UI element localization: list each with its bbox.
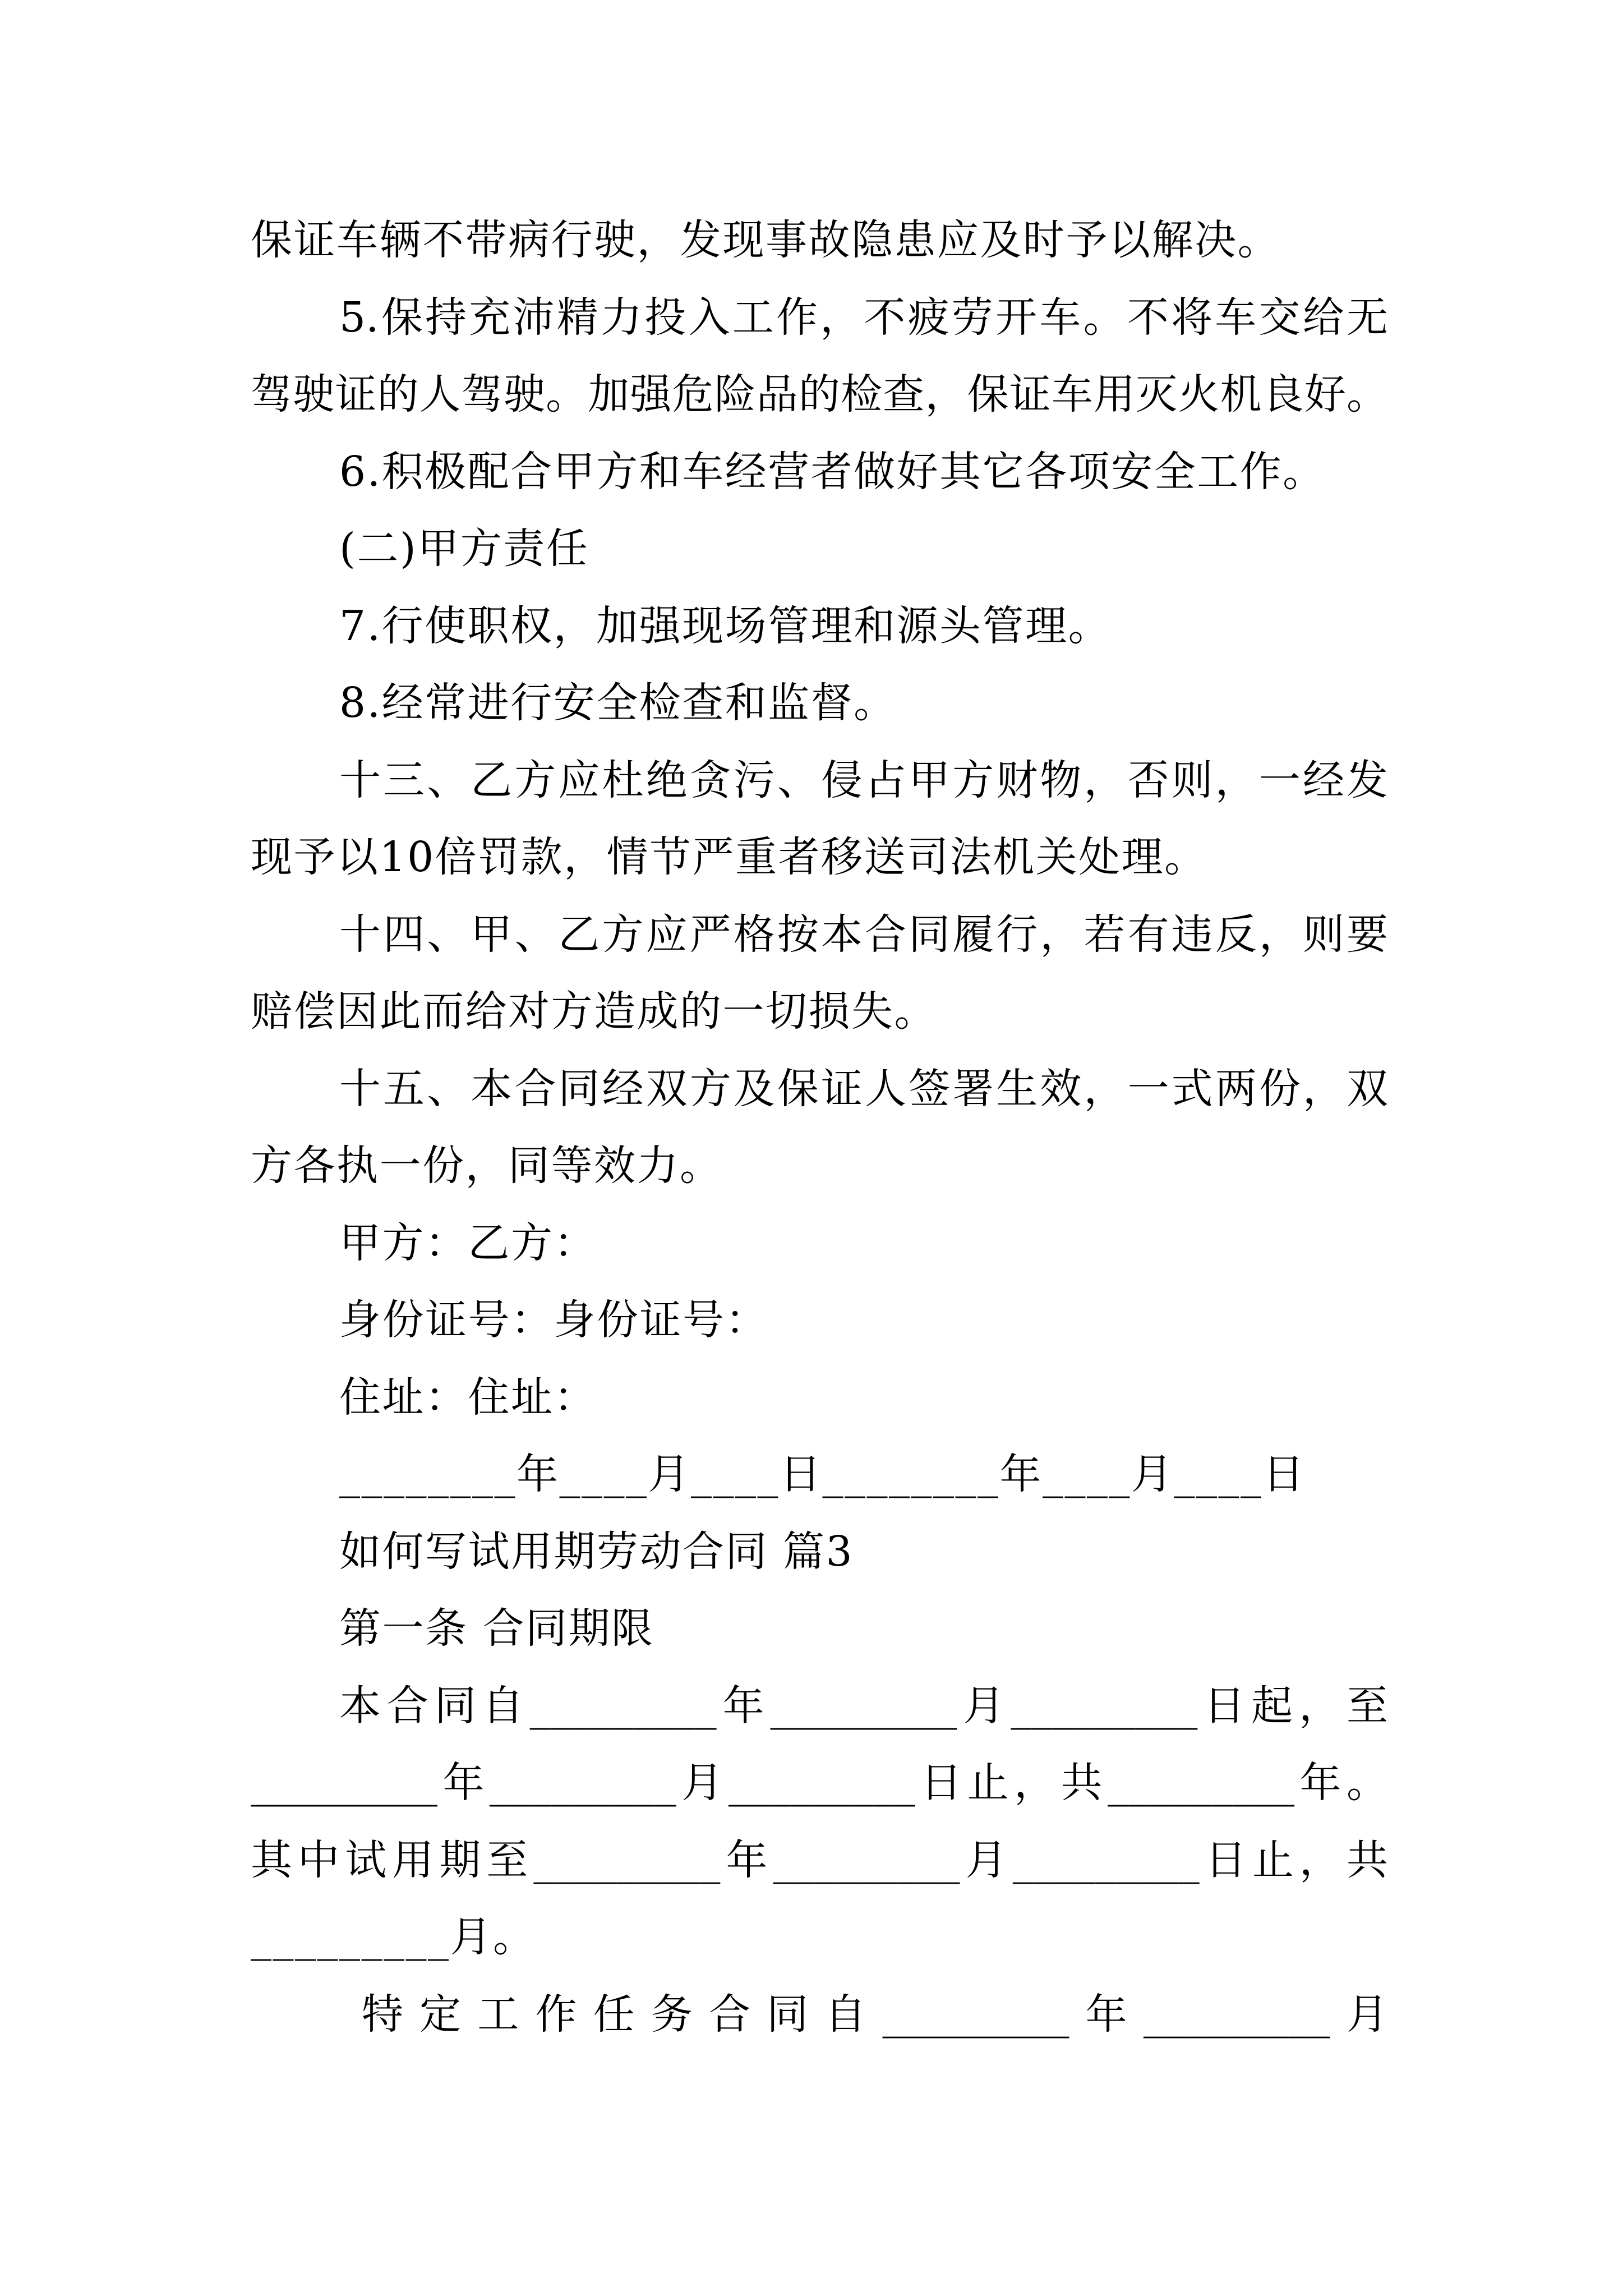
article-1-heading: 第一条 合同期限 <box>339 1604 654 1653</box>
list-item-5: 5.保持充沛精力投入工作，不疲劳开车。不将车交给无 <box>339 293 1388 342</box>
document-page <box>251 202 1388 2053</box>
contract-term-line: 本合同自_________年_________月_________日起，至 <box>339 1681 1388 1730</box>
list-item-5-continued: 驾驶证的人驾驶。加强危险品的检查，保证车用灭火机良好。 <box>251 370 1388 418</box>
signature-address-label: 住址：住址： <box>339 1373 597 1421</box>
vehicle-safety-line: 保证车辆不带病行驶，发现事故隐患应及时予以解决。 <box>251 216 1280 264</box>
probation-period-line-continued: _________月。 <box>251 1913 536 1961</box>
signature-id-number-label: 身份证号：身份证号： <box>339 1296 768 1344</box>
probation-period-line: 其中试用期至_________年_________月_________日止，共 <box>251 1835 1388 1884</box>
clause-15: 十五、本合同经双方及保证人签署生效，一式两份，双 <box>339 1064 1388 1113</box>
list-item-8: 8.经常进行安全检查和监督。 <box>339 679 897 727</box>
clause-14: 十四、甲、乙方应严格按本合同履行，若有违反，则要 <box>339 910 1388 959</box>
clause-13-continued: 现予以10倍罚款，情节严重者移送司法机关处理。 <box>251 833 1207 881</box>
clause-14-continued: 赔偿因此而给对方造成的一切损失。 <box>251 987 937 1036</box>
signature-date-line: ________年____月____日________年____月____日 <box>339 1450 1306 1498</box>
list-item-6: 6.积极配合甲方和车经营者做好其它各项安全工作。 <box>339 447 1326 496</box>
signature-party-label: 甲方：乙方： <box>339 1218 597 1267</box>
section-heading-party-a-duties: (二)甲方责任 <box>339 524 589 573</box>
clause-13: 十三、乙方应杜绝贪污、侵占甲方财物，否则，一经发 <box>339 756 1388 804</box>
contract-term-line-continued: _________年_________月_________日止，共_________年。 <box>251 1759 1388 1807</box>
specific-task-term-line: 特定工作任务合同自_________年_________月 <box>362 1990 1388 2039</box>
clause-15-continued: 方各执一份，同等效力。 <box>251 1142 723 1190</box>
list-item-7: 7.行使职权，加强现场管理和源头管理。 <box>339 601 1112 650</box>
article-heading: 如何写试用期劳动合同 篇3 <box>339 1527 854 1576</box>
